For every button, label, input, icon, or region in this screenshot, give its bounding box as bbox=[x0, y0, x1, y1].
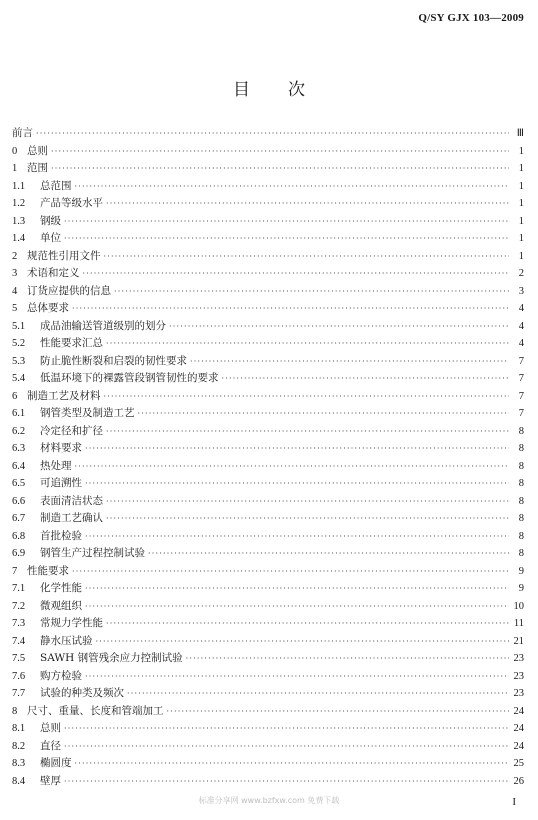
toc-entry-number: 6.6 bbox=[12, 495, 26, 507]
toc-entry[interactable] bbox=[12, 703, 524, 721]
toc-entry-label: 静水压试验 bbox=[40, 634, 93, 647]
toc-entry-label: 总体要求 bbox=[27, 302, 69, 314]
toc-dot-leader bbox=[106, 335, 509, 353]
toc-entry-number: 6.7 bbox=[12, 513, 26, 524]
watermark-text: 标准分享网 www.bzfxw.com 免费下载 bbox=[198, 796, 340, 805]
toc-entry-number: 1 bbox=[12, 163, 18, 174]
toc-entry[interactable] bbox=[12, 475, 524, 493]
toc-entry-label: 低温环境下的裸露管段钢管韧性的要求 bbox=[40, 372, 219, 384]
toc-dot-leader bbox=[85, 580, 509, 598]
toc-entry-label: 椭圆度 bbox=[40, 757, 72, 769]
toc-entry[interactable] bbox=[12, 440, 524, 458]
toc-dot-leader bbox=[222, 370, 510, 388]
toc-entry-label: SAWH 钢管残余应力控制试验 bbox=[40, 652, 183, 664]
toc-entry-page: 26 bbox=[513, 775, 524, 787]
toc-entry-number: 2 bbox=[12, 250, 18, 262]
toc-dot-leader bbox=[167, 703, 510, 721]
toc-entry-number: 8.2 bbox=[12, 740, 26, 752]
toc-entry-number: 5 bbox=[12, 303, 18, 314]
table-of-contents bbox=[12, 125, 524, 790]
toc-entry-number: 8.1 bbox=[12, 723, 26, 734]
toc-entry-number: 7.5 bbox=[12, 653, 26, 664]
toc-entry-page: 1 bbox=[518, 180, 524, 192]
toc-entry[interactable] bbox=[12, 318, 524, 336]
toc-entry[interactable] bbox=[12, 423, 524, 441]
toc-entry-number: 1.2 bbox=[12, 198, 26, 209]
toc-entry-label: 总则 bbox=[27, 144, 48, 157]
toc-entry-page: 1 bbox=[518, 250, 524, 262]
toc-entry-page: 9 bbox=[518, 583, 524, 594]
toc-dot-leader bbox=[85, 668, 509, 686]
toc-entry-page: 10 bbox=[513, 600, 524, 612]
toc-entry[interactable] bbox=[12, 265, 524, 283]
toc-entry-page: 8 bbox=[518, 548, 524, 559]
toc-entry-number: 7.1 bbox=[12, 583, 26, 594]
toc-entry-label: 前言 bbox=[12, 127, 33, 139]
toc-entry[interactable] bbox=[12, 388, 524, 406]
toc-entry-number: 1.3 bbox=[12, 215, 26, 227]
toc-entry-page: 1 bbox=[518, 198, 524, 209]
toc-entry-page: 23 bbox=[513, 670, 524, 682]
toc-entry-page: Ⅲ bbox=[516, 128, 524, 139]
toc-entry-number: 6.8 bbox=[12, 530, 26, 542]
toc-dot-leader bbox=[148, 545, 509, 563]
toc-dot-leader bbox=[127, 685, 509, 703]
toc-entry-label: 产品等级水平 bbox=[40, 197, 103, 209]
toc-entry-page: 2 bbox=[518, 268, 524, 279]
toc-entry[interactable] bbox=[12, 720, 524, 738]
toc-entry[interactable] bbox=[12, 405, 524, 423]
toc-dot-leader bbox=[96, 633, 510, 651]
toc-entry[interactable] bbox=[12, 685, 524, 703]
toc-entry-label: 表面清洁状态 bbox=[40, 494, 103, 507]
toc-dot-leader bbox=[64, 230, 509, 248]
toc-entry-label: 化学性能 bbox=[40, 582, 82, 594]
toc-entry[interactable] bbox=[12, 650, 524, 668]
toc-dot-leader bbox=[85, 528, 509, 546]
page-number: I bbox=[512, 796, 516, 808]
toc-entry[interactable] bbox=[12, 195, 524, 213]
toc-entry-label: 试验的种类及频次 bbox=[40, 687, 124, 699]
toc-dot-leader bbox=[104, 388, 510, 406]
toc-entry-number: 7.3 bbox=[12, 618, 26, 629]
toc-entry[interactable] bbox=[12, 528, 524, 546]
toc-entry-page: 4 bbox=[518, 320, 524, 332]
toc-entry-page: 1 bbox=[518, 215, 524, 227]
toc-dot-leader bbox=[83, 265, 510, 283]
toc-dot-leader bbox=[75, 178, 510, 196]
toc-entry-page: 24 bbox=[513, 705, 524, 717]
toc-entry-number: 6 bbox=[12, 390, 18, 402]
toc-entry-page: 1 bbox=[518, 163, 524, 174]
toc-dot-leader bbox=[64, 773, 509, 791]
toc-entry-number: 6.9 bbox=[12, 548, 26, 559]
toc-entry[interactable] bbox=[12, 213, 524, 231]
toc-entry-label: 性能要求汇总 bbox=[40, 337, 103, 349]
toc-entry-label: 术语和定义 bbox=[27, 267, 80, 279]
toc-entry-label: 首批检验 bbox=[40, 529, 82, 542]
toc-entry-page: 7 bbox=[518, 355, 524, 367]
toc-dot-leader bbox=[104, 248, 510, 266]
toc-entry-page: 8 bbox=[518, 425, 524, 437]
toc-entry-number: 6.2 bbox=[12, 425, 26, 437]
toc-dot-leader bbox=[114, 283, 509, 301]
toc-entry-number: 1.1 bbox=[12, 180, 26, 192]
toc-dot-leader bbox=[36, 125, 509, 143]
toc-dot-leader bbox=[64, 213, 509, 231]
toc-entry-label: 直径 bbox=[40, 739, 61, 752]
toc-entry-page: 8 bbox=[518, 495, 524, 507]
toc-entry-page: 8 bbox=[518, 460, 524, 472]
toc-entry-page: 21 bbox=[513, 635, 524, 647]
toc-entry[interactable] bbox=[12, 563, 524, 581]
toc-entry[interactable] bbox=[12, 370, 524, 388]
toc-entry-page: 8 bbox=[518, 478, 524, 489]
toc-entry-number: 6.5 bbox=[12, 478, 26, 489]
page-title: 目次 bbox=[233, 80, 343, 100]
toc-entry-number: 7.7 bbox=[12, 688, 26, 699]
toc-entry[interactable] bbox=[12, 178, 524, 196]
toc-entry-label: 常规力学性能 bbox=[40, 617, 103, 629]
toc-dot-leader bbox=[75, 755, 510, 773]
toc-entry-label: 材料要求 bbox=[40, 442, 82, 454]
toc-entry-number: 7.4 bbox=[12, 635, 26, 647]
toc-entry-number: 7.6 bbox=[12, 670, 26, 682]
toc-entry-number: 0 bbox=[12, 145, 18, 157]
toc-entry[interactable] bbox=[12, 160, 524, 178]
toc-entry-label: 成品油输送管道级别的划分 bbox=[40, 319, 166, 332]
toc-entry-page: 8 bbox=[518, 530, 524, 542]
toc-entry-label: 尺寸、重量、长度和管端加工 bbox=[27, 704, 164, 717]
toc-entry[interactable] bbox=[12, 755, 524, 773]
toc-entry[interactable] bbox=[12, 125, 524, 143]
toc-entry[interactable] bbox=[12, 633, 524, 651]
toc-entry-number: 8 bbox=[12, 705, 18, 717]
toc-entry-number: 6.1 bbox=[12, 408, 26, 419]
toc-entry[interactable] bbox=[12, 335, 524, 353]
toc-entry-label: 范围 bbox=[27, 162, 48, 174]
toc-entry-page: 23 bbox=[513, 688, 524, 699]
toc-entry-label: 钢管生产过程控制试验 bbox=[40, 547, 145, 559]
toc-entry-number: 5.3 bbox=[12, 355, 26, 367]
toc-entry-page: 23 bbox=[513, 653, 524, 664]
toc-dot-leader bbox=[85, 598, 509, 616]
toc-dot-leader bbox=[51, 160, 509, 178]
toc-dot-leader bbox=[138, 405, 510, 423]
toc-entry-number: 5.1 bbox=[12, 320, 26, 332]
toc-entry[interactable] bbox=[12, 283, 524, 301]
toc-entry-label: 购方检验 bbox=[40, 669, 82, 682]
toc-entry-page: 1 bbox=[518, 233, 524, 244]
toc-entry-label: 单位 bbox=[40, 232, 61, 244]
toc-dot-leader bbox=[51, 143, 509, 161]
toc-entry[interactable] bbox=[12, 598, 524, 616]
toc-entry[interactable] bbox=[12, 510, 524, 528]
toc-entry-page: 9 bbox=[518, 565, 524, 577]
toc-entry-page: 8 bbox=[518, 513, 524, 524]
toc-dot-leader bbox=[85, 475, 509, 493]
toc-entry[interactable] bbox=[12, 668, 524, 686]
toc-entry[interactable] bbox=[12, 353, 524, 371]
toc-entry[interactable] bbox=[12, 580, 524, 598]
toc-entry-label: 制造工艺及材料 bbox=[27, 389, 101, 402]
toc-dot-leader bbox=[106, 510, 509, 528]
toc-entry[interactable] bbox=[12, 143, 524, 161]
toc-entry-number: 8.3 bbox=[12, 758, 26, 769]
toc-entry-page: 24 bbox=[513, 740, 524, 752]
toc-entry-label: 可追溯性 bbox=[40, 477, 82, 489]
toc-entry[interactable] bbox=[12, 493, 524, 511]
toc-entry-label: 壁厚 bbox=[40, 774, 61, 787]
toc-entry-label: 微观组织 bbox=[40, 599, 82, 612]
toc-entry-number: 3 bbox=[12, 268, 18, 279]
toc-entry[interactable] bbox=[12, 248, 524, 266]
toc-entry-page: 7 bbox=[518, 373, 524, 384]
toc-entry-number: 1.4 bbox=[12, 233, 26, 244]
toc-entry-label: 制造工艺确认 bbox=[40, 512, 103, 524]
toc-dot-leader bbox=[75, 458, 510, 476]
toc-entry-number: 5.2 bbox=[12, 338, 26, 349]
toc-entry-number: 4 bbox=[12, 285, 18, 297]
toc-dot-leader bbox=[106, 493, 509, 511]
toc-entry-label: 钢级 bbox=[40, 214, 61, 227]
toc-entry-number: 8.4 bbox=[12, 775, 26, 787]
toc-entry-label: 冷定径和扩径 bbox=[40, 424, 103, 437]
toc-entry[interactable] bbox=[12, 615, 524, 633]
toc-entry[interactable] bbox=[12, 300, 524, 318]
toc-entry[interactable] bbox=[12, 738, 524, 756]
toc-dot-leader bbox=[106, 195, 509, 213]
toc-dot-leader bbox=[72, 300, 509, 318]
toc-entry-number: 5.4 bbox=[12, 373, 26, 384]
toc-entry-number: 7 bbox=[12, 565, 18, 577]
toc-entry-label: 性能要求 bbox=[27, 564, 69, 577]
toc-entry-page: 8 bbox=[518, 443, 524, 454]
toc-entry-page: 1 bbox=[518, 145, 524, 157]
toc-entry-page: 24 bbox=[513, 723, 524, 734]
toc-entry-number: 7.2 bbox=[12, 600, 26, 612]
toc-entry-page: 3 bbox=[518, 285, 524, 297]
toc-entry-label: 总则 bbox=[40, 722, 61, 734]
toc-dot-leader bbox=[64, 720, 509, 738]
toc-dot-leader bbox=[106, 423, 509, 441]
toc-dot-leader bbox=[190, 353, 509, 371]
toc-entry-page: 7 bbox=[518, 390, 524, 402]
toc-dot-leader bbox=[72, 563, 509, 581]
toc-entry-label: 订货应提供的信息 bbox=[27, 284, 111, 297]
toc-entry[interactable] bbox=[12, 773, 524, 791]
toc-entry[interactable] bbox=[12, 458, 524, 476]
toc-entry-label: 钢管类型及制造工艺 bbox=[40, 407, 135, 419]
toc-entry-page: 25 bbox=[513, 758, 524, 769]
toc-entry-page: 4 bbox=[518, 303, 524, 314]
toc-entry-number: 6.3 bbox=[12, 443, 26, 454]
toc-dot-leader bbox=[85, 440, 509, 458]
toc-entry-label: 总范围 bbox=[40, 179, 72, 192]
toc-entry-label: 防止脆性断裂和启裂的韧性要求 bbox=[40, 354, 187, 367]
toc-entry-number: 6.4 bbox=[12, 460, 26, 472]
toc-dot-leader bbox=[64, 738, 509, 756]
toc-entry-label: 规范性引用文件 bbox=[27, 249, 101, 262]
toc-entry[interactable] bbox=[12, 230, 524, 248]
toc-dot-leader bbox=[186, 650, 509, 668]
document-code: Q/SY GJX 103—2009 bbox=[418, 12, 524, 24]
toc-entry[interactable] bbox=[12, 545, 524, 563]
toc-entry-page: 11 bbox=[513, 618, 524, 629]
toc-dot-leader bbox=[106, 615, 509, 633]
toc-dot-leader bbox=[169, 318, 509, 336]
toc-entry-page: 4 bbox=[518, 338, 524, 349]
toc-entry-label: 热处理 bbox=[40, 459, 72, 472]
toc-entry-page: 7 bbox=[518, 408, 524, 419]
